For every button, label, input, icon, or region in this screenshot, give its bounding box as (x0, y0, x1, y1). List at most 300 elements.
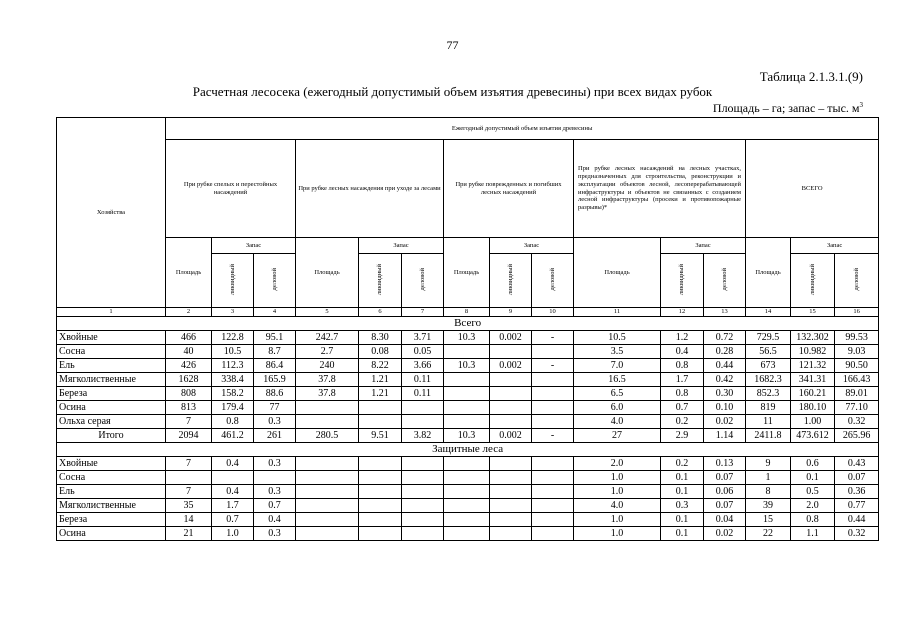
table-cell (402, 499, 444, 513)
table-cell (402, 485, 444, 499)
table-cell: 0.07 (704, 499, 746, 513)
table-cell: - (532, 429, 574, 443)
business-header (704, 254, 746, 308)
table-cell (296, 485, 359, 499)
section-title: Защитные леса (57, 443, 879, 457)
table-cell (402, 415, 444, 429)
area-header: Площадь (574, 238, 661, 308)
liquid-label: ликвидный (506, 263, 514, 295)
row-label: Хвойные (57, 457, 166, 471)
table-cell: - (532, 359, 574, 373)
table-cell: 3.82 (402, 429, 444, 443)
table-cell: 21 (166, 527, 212, 541)
table-cell (532, 387, 574, 401)
table-cell (444, 401, 490, 415)
table-cell: 0.3 (254, 485, 296, 499)
table-cell: 0.8 (791, 513, 835, 527)
table-cell: 95.1 (254, 331, 296, 345)
table-cell: 0.07 (835, 471, 879, 485)
table-cell: 35 (166, 499, 212, 513)
table-cell: 7 (166, 415, 212, 429)
area-header: Площадь (296, 238, 359, 308)
table-cell: 0.36 (835, 485, 879, 499)
table-cell: 0.42 (704, 373, 746, 387)
table-cell: 112.3 (212, 359, 254, 373)
row-label: Осина (57, 527, 166, 541)
row-label: Итого (57, 429, 166, 443)
table-cell (532, 513, 574, 527)
table-cell (296, 471, 359, 485)
table-cell: 0.11 (402, 387, 444, 401)
table-cell (490, 373, 532, 387)
group-header-thinning: При рубке лесных насаждения при уходе за лесами (296, 140, 444, 238)
column-number: 1 (57, 308, 166, 317)
table-cell (532, 373, 574, 387)
table-cell (444, 457, 490, 471)
table-cell (296, 401, 359, 415)
row-label: Береза (57, 513, 166, 527)
business-label: деловой (852, 267, 860, 291)
table-cell: 2.9 (661, 429, 704, 443)
table-cell (402, 527, 444, 541)
table-cell: 166.43 (835, 373, 879, 387)
table-cell (359, 513, 402, 527)
table-cell (254, 471, 296, 485)
table-cell: 121.32 (791, 359, 835, 373)
table-row (57, 387, 879, 401)
harvest-table (56, 117, 879, 541)
table-row (57, 527, 879, 541)
table-row (57, 513, 879, 527)
table-cell: 11 (746, 415, 791, 429)
table-cell: 729.5 (746, 331, 791, 345)
page-number: 77 (446, 38, 459, 52)
table-cell: 852.3 (746, 387, 791, 401)
liquid-header (359, 254, 402, 308)
business-header (532, 254, 574, 308)
column-number: 14 (746, 308, 791, 317)
liquid-header (212, 254, 254, 308)
table-cell: 10.3 (444, 331, 490, 345)
table-row (57, 345, 879, 359)
table-cell: 0.3 (661, 499, 704, 513)
table-cell (444, 513, 490, 527)
table-units (713, 101, 863, 116)
table-cell: 426 (166, 359, 212, 373)
table-cell: 89.01 (835, 387, 879, 401)
table-cell: 10.982 (791, 345, 835, 359)
table-cell: 37.8 (296, 373, 359, 387)
row-label: Сосна (57, 345, 166, 359)
table-cell (359, 527, 402, 541)
row-label: Мягколиственные (57, 373, 166, 387)
column-number: 11 (574, 308, 661, 317)
table-cell: 0.13 (704, 457, 746, 471)
annual-volume-header: Ежегодный допустимый объем изъятия древесины (166, 118, 879, 140)
table-cell: 0.06 (704, 485, 746, 499)
table-cell: 10.3 (444, 359, 490, 373)
table-cell (296, 513, 359, 527)
table-cell (532, 485, 574, 499)
table-cell: 14 (166, 513, 212, 527)
table-cell (212, 471, 254, 485)
table-row (57, 373, 879, 387)
table-cell: 0.2 (661, 415, 704, 429)
table-cell: 4.0 (574, 499, 661, 513)
table-cell: 0.002 (490, 331, 532, 345)
table-cell (490, 499, 532, 513)
table-cell: 473.612 (791, 429, 835, 443)
liquid-header (490, 254, 532, 308)
table-cell (490, 457, 532, 471)
table-cell: 819 (746, 401, 791, 415)
liquid-label: ликвидный (228, 263, 236, 295)
table-cell: 0.44 (835, 513, 879, 527)
table-cell (532, 401, 574, 415)
table-cell (444, 499, 490, 513)
table-cell: 1.14 (704, 429, 746, 443)
table-cell: 1.0 (212, 527, 254, 541)
table-cell (296, 527, 359, 541)
table-cell: 0.1 (661, 471, 704, 485)
table-cell: 1.0 (574, 513, 661, 527)
farms-header: Хозяйства (57, 118, 166, 308)
table-cell: 0.28 (704, 345, 746, 359)
table-cell: 0.02 (704, 415, 746, 429)
table-cell (490, 345, 532, 359)
table-cell: 1.21 (359, 373, 402, 387)
table-cell: 122.8 (212, 331, 254, 345)
table-cell: 4.0 (574, 415, 661, 429)
column-number: 2 (166, 308, 212, 317)
table-cell: 3.66 (402, 359, 444, 373)
column-number: 9 (490, 308, 532, 317)
table-cell: 9.51 (359, 429, 402, 443)
section-title: Всего (57, 317, 879, 331)
stock-header: Запас (791, 238, 879, 254)
table-cell: 7.0 (574, 359, 661, 373)
column-number: 5 (296, 308, 359, 317)
table-cell: 0.07 (704, 471, 746, 485)
table-cell: 8.7 (254, 345, 296, 359)
table-cell: 1.0 (574, 471, 661, 485)
table-cell (532, 345, 574, 359)
table-cell (490, 401, 532, 415)
table-cell: 808 (166, 387, 212, 401)
liquid-label: ликвидный (808, 263, 816, 295)
table-cell: 180.10 (791, 401, 835, 415)
table-cell (296, 457, 359, 471)
table-cell (444, 471, 490, 485)
group-header-mature: При рубке спелых и перестойных насаждений (166, 140, 296, 238)
table-cell: 3.5 (574, 345, 661, 359)
table-cell (490, 527, 532, 541)
table-cell: 1.7 (661, 373, 704, 387)
table-cell: 673 (746, 359, 791, 373)
table-cell: 265.96 (835, 429, 879, 443)
table-cell: 37.8 (296, 387, 359, 401)
table-cell (532, 527, 574, 541)
table-cell (444, 373, 490, 387)
units-superscript: 3 (859, 101, 863, 109)
table-cell: 0.10 (704, 401, 746, 415)
table-cell: 0.2 (661, 457, 704, 471)
table-cell (402, 471, 444, 485)
table-cell (359, 415, 402, 429)
table-cell: 0.4 (254, 513, 296, 527)
table-cell: 0.1 (791, 471, 835, 485)
table-cell (359, 485, 402, 499)
table-cell: 0.1 (661, 527, 704, 541)
area-header: Площадь (444, 238, 490, 308)
table-cell (490, 387, 532, 401)
table-cell: 242.7 (296, 331, 359, 345)
table-cell: 0.32 (835, 527, 879, 541)
business-header (835, 254, 879, 308)
table-cell: 10.3 (444, 429, 490, 443)
table-cell: 0.002 (490, 359, 532, 373)
column-number: 13 (704, 308, 746, 317)
table-cell: 86.4 (254, 359, 296, 373)
table-cell: 158.2 (212, 387, 254, 401)
table-cell: 461.2 (212, 429, 254, 443)
column-number: 10 (532, 308, 574, 317)
table-cell: 0.7 (254, 499, 296, 513)
table-cell: - (532, 331, 574, 345)
column-number: 15 (791, 308, 835, 317)
table-cell (359, 457, 402, 471)
group-header-total: ВСЕГО (746, 140, 879, 238)
business-header (254, 254, 296, 308)
table-cell: 3.71 (402, 331, 444, 345)
table-cell: 0.3 (254, 457, 296, 471)
table-cell: 88.6 (254, 387, 296, 401)
stock-header: Запас (661, 238, 746, 254)
table-cell: 77.10 (835, 401, 879, 415)
business-header (402, 254, 444, 308)
table-cell (444, 345, 490, 359)
business-label: деловой (720, 267, 728, 291)
table-cell: 1.7 (212, 499, 254, 513)
column-number: 6 (359, 308, 402, 317)
column-number: 4 (254, 308, 296, 317)
table-row (57, 415, 879, 429)
table-cell (402, 513, 444, 527)
table-cell: 1.1 (791, 527, 835, 541)
row-label: Ель (57, 485, 166, 499)
row-label: Сосна (57, 471, 166, 485)
table-cell (166, 471, 212, 485)
group-header-infrastructure: При рубке лесных насаждений на лесных участках, предназначенных для строительства, реконструкции и эксплуатации объектов лесной, лесоперерабатывающей инфраструктуры и объектов не связанных с созданием лесной инфраструктуры (просеки и противопожарные разрывы)* (574, 140, 746, 238)
table-cell: 0.02 (704, 527, 746, 541)
table-cell (296, 415, 359, 429)
table-cell: 0.002 (490, 429, 532, 443)
table-cell: 0.11 (402, 373, 444, 387)
table-cell: 1.0 (574, 485, 661, 499)
table-cell: 165.9 (254, 373, 296, 387)
row-label: Береза (57, 387, 166, 401)
table-cell: 10.5 (574, 331, 661, 345)
table-row (57, 457, 879, 471)
table-cell: 280.5 (296, 429, 359, 443)
table-row (57, 485, 879, 499)
table-cell: 1 (746, 471, 791, 485)
liquid-header (661, 254, 704, 308)
table-cell (444, 527, 490, 541)
table-cell: 2.7 (296, 345, 359, 359)
table-cell: 341.31 (791, 373, 835, 387)
column-number-row (57, 308, 879, 317)
table-cell: 0.32 (835, 415, 879, 429)
table-cell (296, 499, 359, 513)
table-cell: 8.22 (359, 359, 402, 373)
row-label: Осина (57, 401, 166, 415)
table-row (57, 471, 879, 485)
table-cell: 2411.8 (746, 429, 791, 443)
table-cell: 27 (574, 429, 661, 443)
table-cell: 0.72 (704, 331, 746, 345)
table-cell: 0.05 (402, 345, 444, 359)
table-cell: 9.03 (835, 345, 879, 359)
table-cell: 9 (746, 457, 791, 471)
stock-header: Запас (359, 238, 444, 254)
table-cell: 1628 (166, 373, 212, 387)
table-number: Таблица 2.1.3.1.(9) (759, 69, 863, 84)
table-cell (359, 401, 402, 415)
table-cell: 7 (166, 485, 212, 499)
table-cell: 8.30 (359, 331, 402, 345)
table-cell: 7 (166, 457, 212, 471)
business-label: деловой (418, 267, 426, 291)
table-cell (532, 471, 574, 485)
table-cell: 0.08 (359, 345, 402, 359)
row-label: Ольха серая (57, 415, 166, 429)
business-label: деловой (270, 267, 278, 291)
table-cell: 0.8 (212, 415, 254, 429)
table-cell (490, 485, 532, 499)
table-cell: 0.8 (661, 359, 704, 373)
table-cell: 0.7 (661, 401, 704, 415)
table-cell: 160.21 (791, 387, 835, 401)
group-header-damaged: При рубке поврежденных и погибших лесных насаждений (444, 140, 574, 238)
table-cell: 338.4 (212, 373, 254, 387)
table-cell: 1682.3 (746, 373, 791, 387)
table-cell: 8 (746, 485, 791, 499)
table-cell (444, 387, 490, 401)
table-title: Расчетная лесосека (ежегодный допустимый объем изъятия древесины) при всех видах рубок (192, 84, 713, 99)
table-cell: 90.50 (835, 359, 879, 373)
table-cell: 0.43 (835, 457, 879, 471)
table-cell (444, 485, 490, 499)
table-cell: 0.1 (661, 513, 704, 527)
table-cell (359, 471, 402, 485)
table-cell: 0.1 (661, 485, 704, 499)
table-cell (532, 499, 574, 513)
table-cell (444, 415, 490, 429)
table-cell: 22 (746, 527, 791, 541)
table-cell (532, 457, 574, 471)
column-number: 3 (212, 308, 254, 317)
table-cell: 0.77 (835, 499, 879, 513)
business-label: деловой (548, 267, 556, 291)
table-cell: 261 (254, 429, 296, 443)
section-row (57, 317, 879, 331)
table-cell: 39 (746, 499, 791, 513)
row-label: Хвойные (57, 331, 166, 345)
liquid-header (791, 254, 835, 308)
table-cell: 99.53 (835, 331, 879, 345)
table-cell: 132.302 (791, 331, 835, 345)
table-cell (490, 415, 532, 429)
table-cell: 0.5 (791, 485, 835, 499)
liquid-label: ликвидный (376, 263, 384, 295)
column-number: 8 (444, 308, 490, 317)
table-cell: 40 (166, 345, 212, 359)
table-row (57, 429, 879, 443)
units-text: Площадь – га; запас – тыс. м (712, 101, 860, 115)
column-number: 12 (661, 308, 704, 317)
table-cell (490, 471, 532, 485)
table-cell: 1.00 (791, 415, 835, 429)
liquid-label: ликвидный (678, 263, 686, 295)
table-cell: 0.4 (661, 345, 704, 359)
table-cell: 1.0 (574, 527, 661, 541)
column-number: 16 (835, 308, 879, 317)
table-cell: 2.0 (574, 457, 661, 471)
table-cell: 0.4 (212, 457, 254, 471)
table-cell: 56.5 (746, 345, 791, 359)
table-cell (490, 513, 532, 527)
table-cell: 1.2 (661, 331, 704, 345)
table-row (57, 499, 879, 513)
stock-header: Запас (212, 238, 296, 254)
table-cell: 813 (166, 401, 212, 415)
table-cell: 0.3 (254, 527, 296, 541)
table-cell: 0.6 (791, 457, 835, 471)
table-cell: 240 (296, 359, 359, 373)
table-cell (402, 457, 444, 471)
table-row (57, 359, 879, 373)
area-header: Площадь (746, 238, 791, 308)
section-row (57, 443, 879, 457)
table-cell (359, 499, 402, 513)
table-cell: 16.5 (574, 373, 661, 387)
stock-header: Запас (490, 238, 574, 254)
area-header: Площадь (166, 238, 212, 308)
table-cell: 10.5 (212, 345, 254, 359)
table-cell: 0.4 (212, 485, 254, 499)
table-cell: 0.04 (704, 513, 746, 527)
table-cell: 0.30 (704, 387, 746, 401)
table-cell (402, 401, 444, 415)
table-cell: 179.4 (212, 401, 254, 415)
table-row (57, 401, 879, 415)
table-cell: 0.7 (212, 513, 254, 527)
table-cell: 6.5 (574, 387, 661, 401)
table-row (57, 331, 879, 345)
column-number: 7 (402, 308, 444, 317)
table-cell: 0.8 (661, 387, 704, 401)
table-cell: 15 (746, 513, 791, 527)
table-cell: 77 (254, 401, 296, 415)
table-cell: 1.21 (359, 387, 402, 401)
table-cell: 0.3 (254, 415, 296, 429)
table-cell: 466 (166, 331, 212, 345)
table-cell: 6.0 (574, 401, 661, 415)
table-cell (532, 415, 574, 429)
table-cell: 2.0 (791, 499, 835, 513)
table-cell: 0.44 (704, 359, 746, 373)
